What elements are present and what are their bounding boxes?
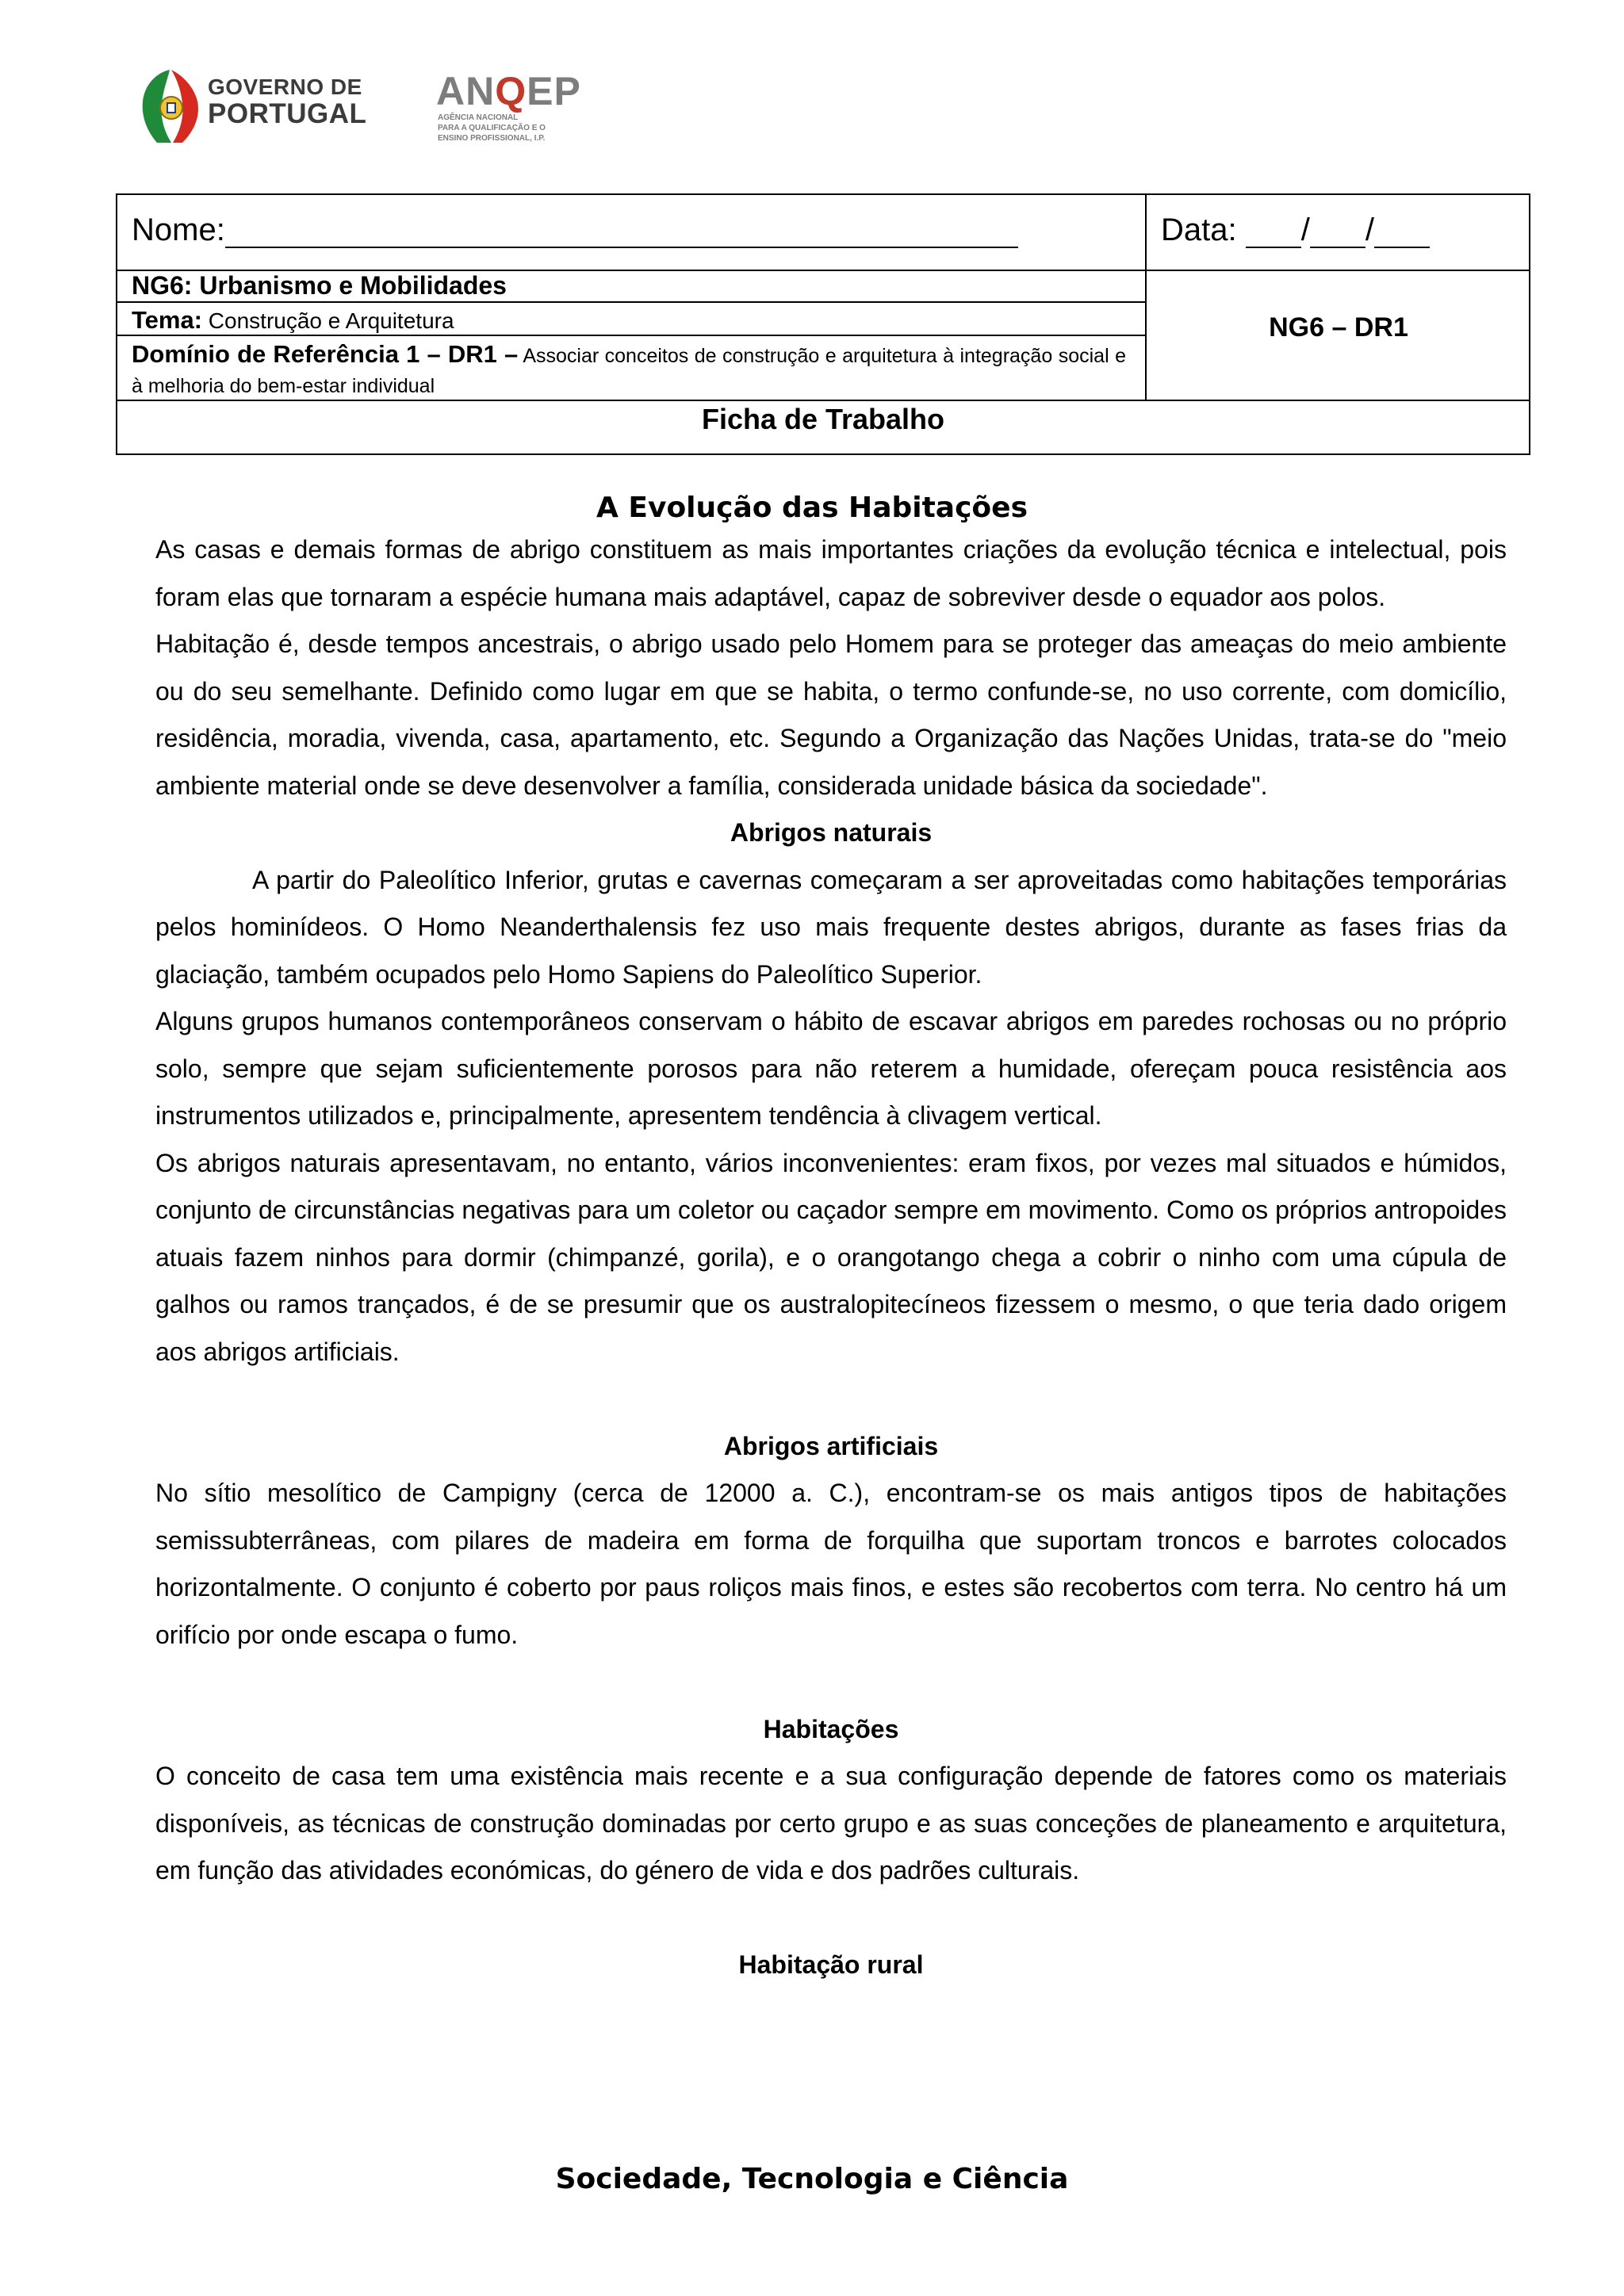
document-body bbox=[155, 526, 1507, 1989]
date-month-blank[interactable] bbox=[1310, 218, 1365, 248]
paragraph: Os abrigos naturais apresentavam, no entanto, vários inconvenientes: eram fixos, por vezes mal situados e húmidos, conjunto de circunstâncias negativas para um coletor ou caçador sempre em movimento. Como os próprios antropoides atuais fazem ninhos para dormir (chimpanzé, gorila), e o orangotango chega a cobrir o ninho com uma cúpula de galhos ou ramos trançados, é de se presumir que os australopitecíneos fizessem o mesmo, o que teria dado origem aos abrigos artificiais. bbox=[155, 1148, 1507, 1366]
anqep-wordmark: ANQEP bbox=[436, 69, 581, 113]
date-day-blank[interactable] bbox=[1246, 218, 1301, 248]
tema-value: Construção e Arquitetura bbox=[208, 308, 454, 333]
paragraph: As casas e demais formas de abrigo constituem as mais importantes criações da evolução técnica e intelectual, pois foram elas que tornaram a espécie humana mais adaptável, capaz de sobreviver desde o equador aos polos. bbox=[155, 535, 1507, 611]
governo-portugal-logo bbox=[140, 65, 377, 144]
tema-label: Tema: bbox=[132, 306, 203, 334]
name-blank-line[interactable] bbox=[225, 218, 1018, 248]
dominio-value: Associar conceitos de construção e arquitetura à integração social e à melhoria do bem-estar individual bbox=[132, 345, 1126, 397]
section-heading: Abrigos naturais bbox=[730, 818, 933, 847]
date-year-blank[interactable] bbox=[1374, 218, 1430, 248]
worksheet-header-table bbox=[116, 193, 1530, 455]
date-separator: / bbox=[1365, 212, 1374, 247]
section-heading: Habitações bbox=[763, 1714, 899, 1743]
dominio-line bbox=[132, 339, 1126, 401]
paragraph: No sítio mesolítico de Campigny (cerca de 12000 a. C.), encontram-se os mais antigos tipos de habitações semissubterrâneas, com pilares de madeira em forma de forquilha que suportam troncos e barrotes colocados horizontalmente. O conjunto é coberto por paus roliços mais finos, e estes são recobertos com terra. No centro há um orifício por onde escapa o fumo. bbox=[155, 1479, 1507, 1649]
name-label: Nome: bbox=[132, 212, 225, 247]
date-separator: / bbox=[1300, 212, 1310, 247]
dominio-label: Domínio de Referência 1 – DR1 – bbox=[132, 340, 519, 368]
gov-line1: GOVERNO DE bbox=[208, 75, 362, 99]
anqep-subtitle: AGÊNCIA NACIONAL PARA A QUALIFICAÇÃO E O ENSINO PROFISSIONAL, I.P. bbox=[438, 113, 546, 143]
paragraph: O conceito de casa tem uma existência mais recente e a sua configuração depende de fatores como os materiais disponíveis, as técnicas de construção dominadas por certo grupo e as suas conceções de planeamento e arquitetura, em função das atividades económicas, do género de vida e dos padrões culturais. bbox=[155, 1762, 1507, 1885]
reference-code: NG6 – DR1 bbox=[1269, 312, 1408, 342]
page-footer: Sociedade, Tecnologia e Ciência bbox=[555, 2163, 1069, 2195]
tema-line bbox=[132, 306, 454, 335]
anqep-logo bbox=[436, 71, 642, 159]
document-title: A Evolução das Habitações bbox=[596, 492, 1028, 524]
paragraph: A partir do Paleolítico Inferior, grutas e cavernas começaram a ser aproveitadas como habitações temporárias pelos hominídeos. O Homo Neanderthalensis fez uso mais frequente destes abrigos, durante as fases frias da glaciação, também ocupados pelo Homo Sapiens do Paleolítico Superior. bbox=[155, 865, 1507, 989]
paragraph: Alguns grupos humanos contemporâneos conservam o hábito de escavar abrigos em paredes rochosas ou no próprio solo, sempre que sejam suficientemente porosos para não reterem a humidade, ofereçam pouca resistência aos instrumentos utilizados e, principalmente, apresentem tendência à clivagem vertical. bbox=[155, 1007, 1507, 1130]
date-label: Data: bbox=[1161, 212, 1237, 247]
name-field[interactable] bbox=[132, 212, 1018, 248]
paragraph: Habitação é, desde tempos ancestrais, o abrigo usado pelo Homem para se proteger das ameaças do meio ambiente ou do seu semelhante. Definido como lugar em que se habita, o termo confunde-se, no uso corrente, com domicílio, residência, moradia, vivenda, casa, apartamento, etc. Segundo a Organização das Nações Unidas, trata-se do "meio ambiente material onde se deve desenvolver a família, considerada unidade básica da sociedade". bbox=[155, 629, 1507, 800]
section-heading: Habitação rural bbox=[738, 1950, 924, 1979]
date-field[interactable] bbox=[1161, 212, 1430, 248]
gov-line2: PORTUGAL bbox=[208, 98, 367, 129]
module-line: NG6: Urbanismo e Mobilidades bbox=[132, 271, 507, 300]
section-heading: Abrigos artificiais bbox=[723, 1431, 939, 1460]
worksheet-label: Ficha de Trabalho bbox=[701, 403, 945, 435]
portugal-emblem-icon bbox=[140, 68, 203, 144]
